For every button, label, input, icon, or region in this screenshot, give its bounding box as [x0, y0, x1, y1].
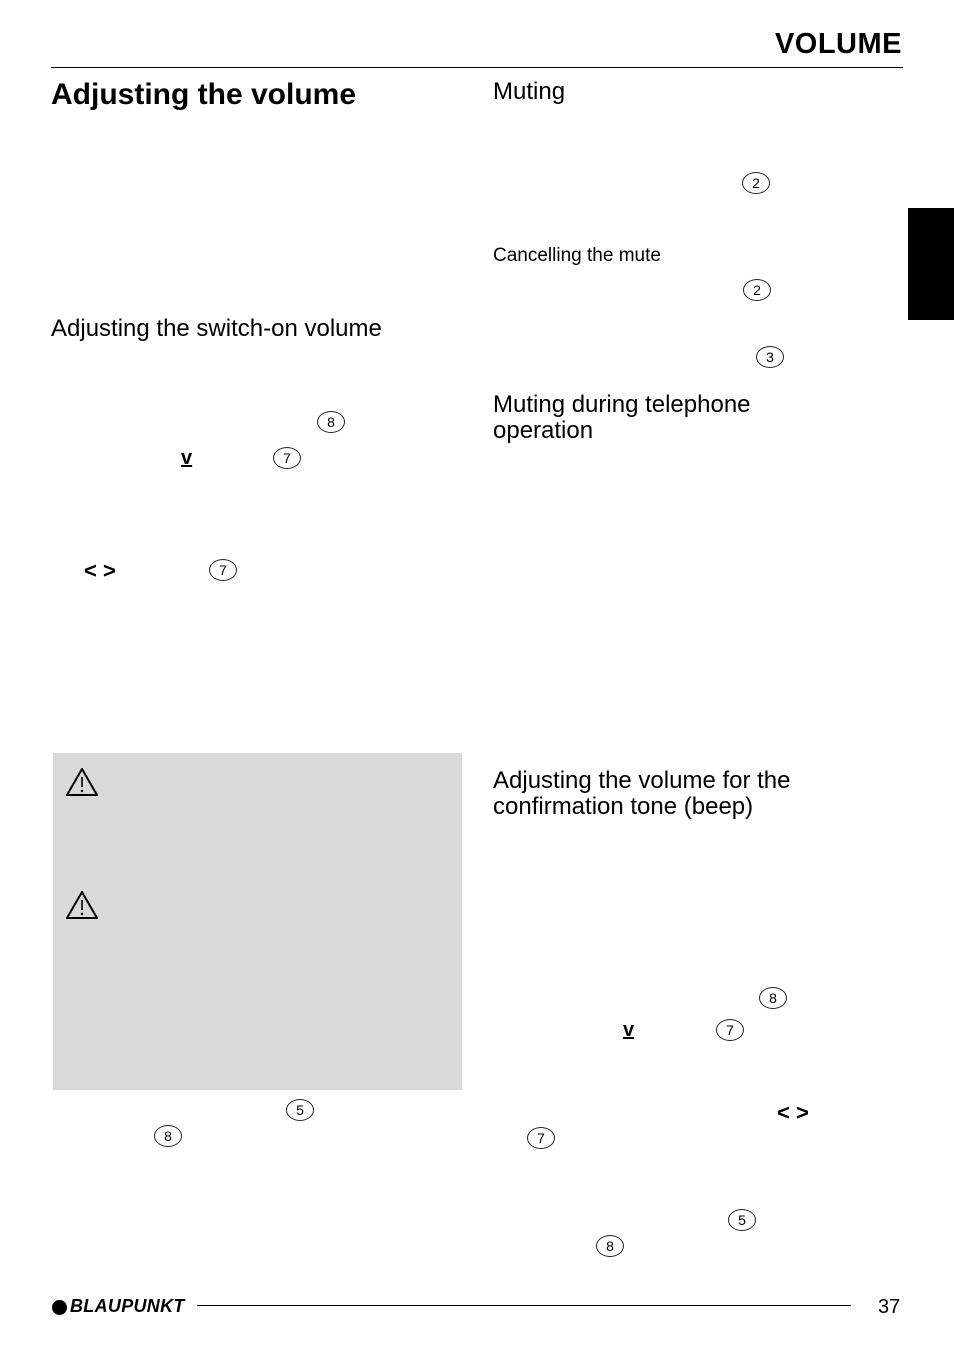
- down-key-glyph: v: [181, 447, 193, 469]
- callout-marker: 8: [317, 411, 345, 433]
- callout-marker: 7: [527, 1127, 555, 1149]
- blaupunkt-dot-icon: [52, 1300, 67, 1315]
- warning-triangle-icon: [65, 890, 99, 920]
- callout-marker: 7: [209, 559, 237, 581]
- section-title: VOLUME: [774, 28, 902, 60]
- callout-marker: 5: [728, 1209, 756, 1231]
- heading-adjusting-volume: Adjusting the volume: [51, 78, 357, 111]
- heading-cancelling-mute: Cancelling the mute: [493, 245, 661, 266]
- page-number: 37: [878, 1296, 901, 1318]
- footer-rule: [197, 1305, 851, 1306]
- heading-muting: Muting: [493, 78, 566, 105]
- callout-marker: 8: [759, 987, 787, 1009]
- heading-switch-on-volume: Adjusting the switch-on volume: [51, 315, 382, 342]
- callout-marker: 8: [154, 1125, 182, 1147]
- down-key-glyph: v: [623, 1019, 635, 1041]
- brand-logo: BLAUPUNKT: [70, 1296, 185, 1316]
- left-right-keys-glyph: < >: [84, 558, 116, 583]
- callout-marker: 2: [743, 279, 771, 301]
- header-rule: [51, 67, 903, 68]
- warning-triangle-icon: [65, 767, 99, 797]
- left-right-keys-glyph: < >: [777, 1100, 809, 1125]
- callout-marker: 5: [286, 1099, 314, 1121]
- heading-muting-telephone: Muting during telephone operation: [493, 391, 751, 444]
- warning-note-box: [53, 753, 462, 1090]
- callout-marker: 2: [742, 172, 770, 194]
- callout-marker: 7: [716, 1019, 744, 1041]
- callout-marker: 3: [756, 346, 784, 368]
- callout-marker: 8: [596, 1235, 624, 1257]
- callout-marker: 7: [273, 447, 301, 469]
- heading-beep-volume: Adjusting the volume for the confirmation tone (beep): [493, 767, 791, 820]
- side-tab-marker: [908, 208, 954, 320]
